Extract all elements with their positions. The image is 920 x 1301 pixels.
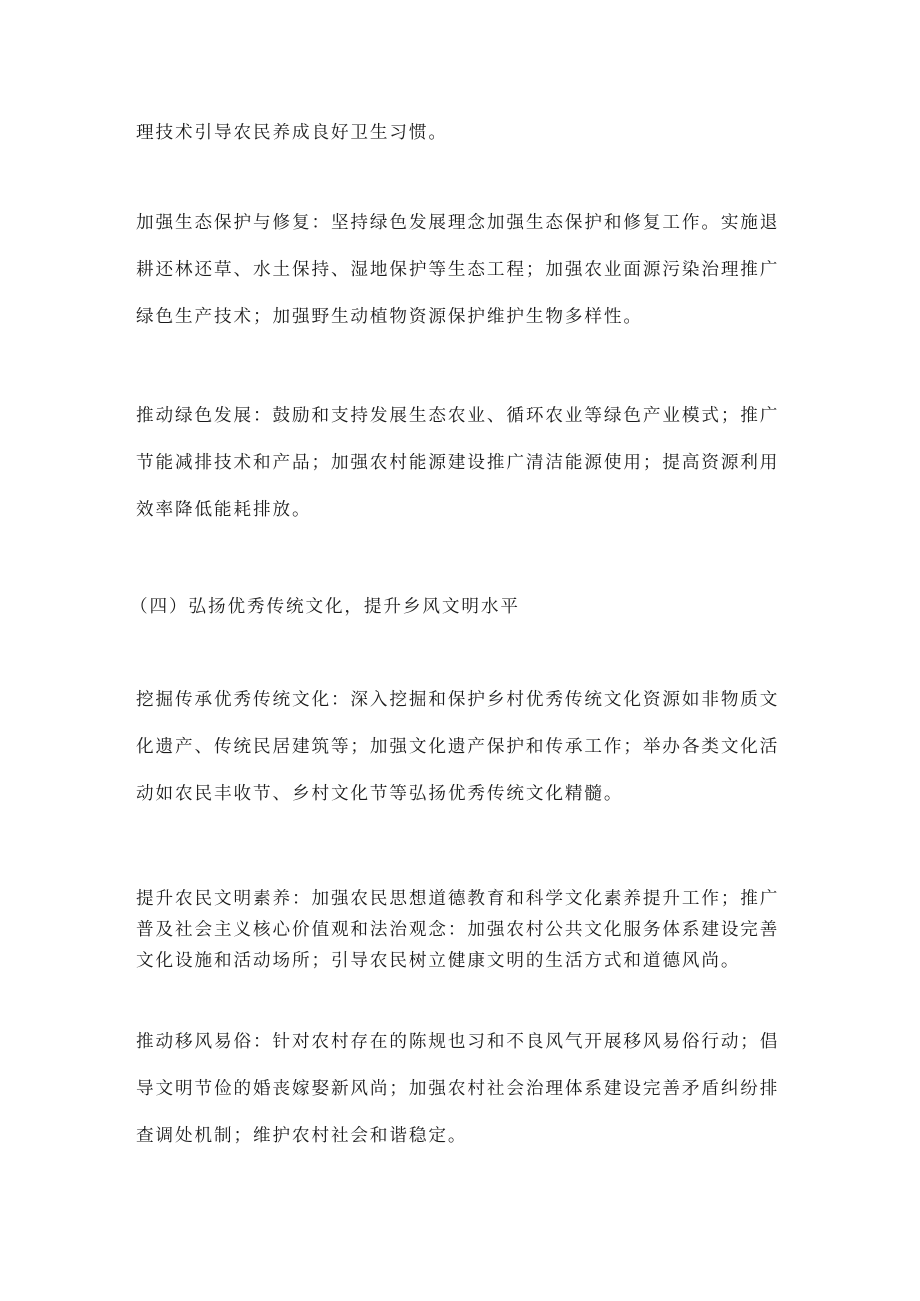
paragraph-line: 动如农民丰收节、乡村文化节等弘扬优秀传统文化精髓。 (136, 784, 624, 804)
paragraph-line: 节能减排技术和产品；加强农村能源建设推广清洁能源使用；提高资源利用 (136, 453, 780, 473)
paragraph-line: 文化设施和活动场所；引导农民树立健康文明的生活方式和道德风尚。 (136, 951, 741, 971)
paragraph-line: 导文明节俭的婚丧嫁娶新风尚；加强农村社会治理体系建设完善矛盾纠纷排 (136, 1079, 780, 1099)
paragraph-line: 推动绿色发展：鼓励和支持发展生态农业、循环农业等绿色产业模式；推广 (136, 406, 780, 426)
paragraph-line: 提升农民文明素养：加强农民思想道德教育和科学文化素养提升工作；推广 (136, 889, 780, 909)
paragraph-line: 挖掘传承优秀传统文化：深入挖掘和保护乡村优秀传统文化资源如非物质文 (136, 690, 780, 710)
paragraph-line: 效率降低能耗排放。 (136, 500, 312, 520)
paragraph-green-development (136, 393, 796, 534)
paragraph-customs-reform (136, 1019, 796, 1160)
paragraph-line: 查调处机制；维护农村社会和谐稳定。 (136, 1126, 468, 1146)
paragraph-civic-literacy (136, 884, 796, 977)
paragraph-line: 耕还林还草、水土保持、湿地保护等生态工程；加强农业面源污染治理推广 (136, 260, 780, 280)
paragraph-line: 绿色生产技术；加强野生动植物资源保护维护生物多样性。 (136, 307, 643, 327)
paragraph-ecological-protection (136, 200, 796, 341)
paragraph-line: 加强生态保护与修复：坚持绿色发展理念加强生态保护和修复工作。实施退 (136, 213, 780, 233)
paragraph-continuation (136, 110, 796, 157)
paragraph-traditional-culture (136, 677, 796, 818)
paragraph-line: 理技术引导农民养成良好卫生习惯。 (136, 123, 448, 143)
paragraph-line: 化遗产、传统民居建筑等；加强文化遗产保护和传承工作；举办各类文化活 (136, 737, 780, 757)
paragraph-line: 推动移风易俗：针对农村存在的陈规也习和不良风气开展移风易俗行动；倡 (136, 1032, 780, 1052)
section-heading: （四）弘扬优秀传统文化，提升乡风文明水平 (130, 597, 520, 617)
paragraph-line: 普及社会主义核心价值观和法治观念：加强农村公共文化服务体系建设完善 (136, 920, 780, 940)
